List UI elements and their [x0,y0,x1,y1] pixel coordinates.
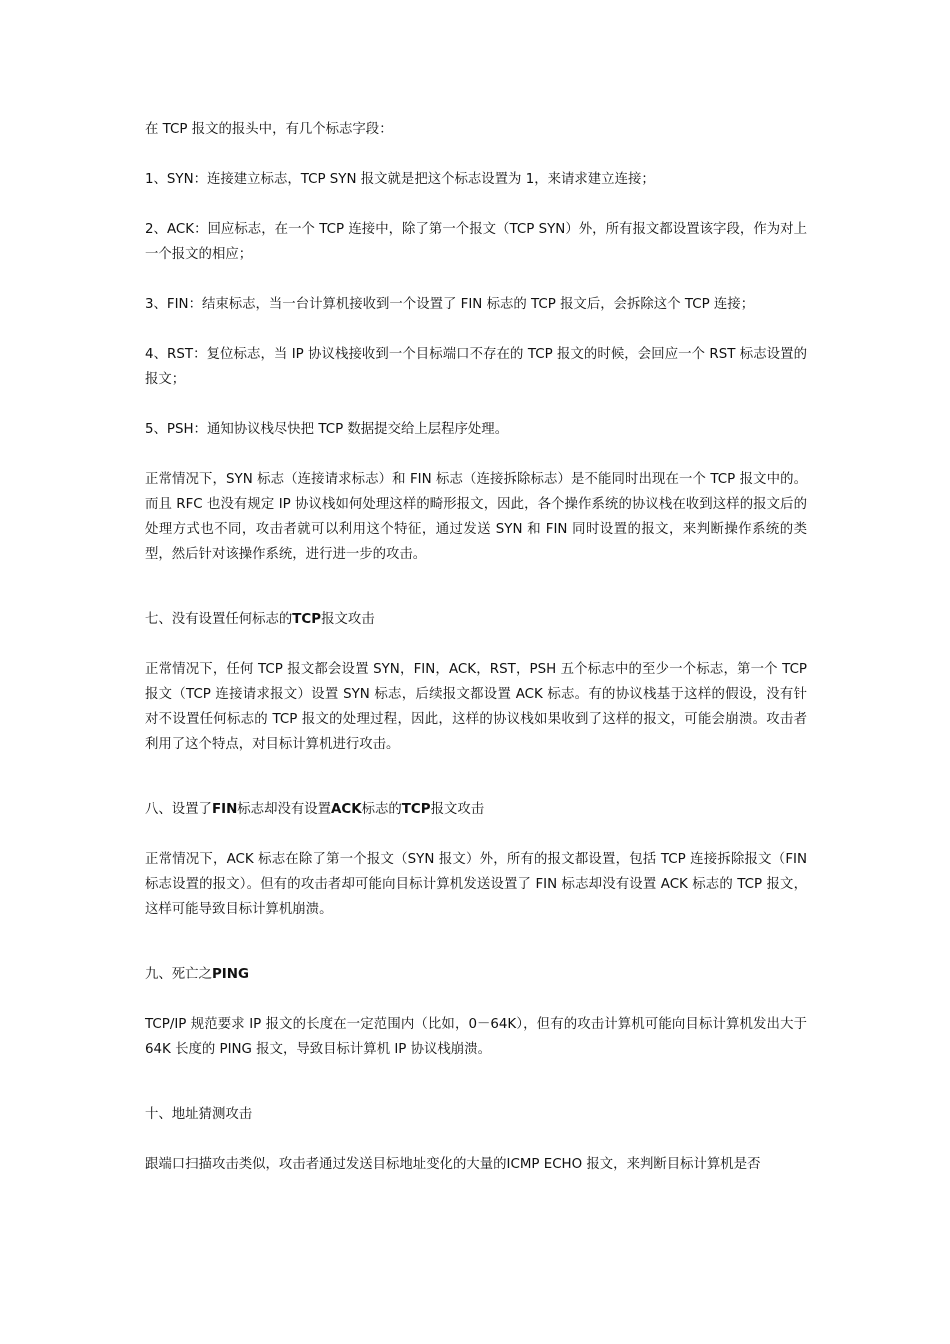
section9-body: TCP/IP 规范要求 IP 报文的长度在一定范围内（比如，0－64K），但有的攻击计算机可能向目标计算机发出大于 64K 长度的 PING 报文，导致目标计算机 IP 协议栈崩溃。 [145,1017,807,1057]
section7-heading: 七、没有设置任何标志的TCP报文攻击 [145,612,375,627]
section10-heading: 十、地址猜测攻击 [145,1107,253,1122]
intro-paragraph: 在 TCP 报文的报头中，有几个标志字段： [145,122,393,137]
section7-body: 正常情况下，任何 TCP 报文都会设置 SYN，FIN，ACK，RST，PSH 五个标志中的至少一个标志，第一个 TCP 报文（TCP 连接请求报文）设置 SYN 标志，后续报文都设置 ACK 标志。有的协议栈基于这样的假设，没有针对不设置任何标志的 TCP 报文的处理过程，因此，这样的协议栈如果收到了这样的报文，可能会崩溃。攻击者利用了这个特点，对目标计算机进行攻击。 [145,662,807,752]
section9-heading: 九、死亡之PING [145,967,249,982]
flag-rst: 4、RST：复位标志，当 IP 协议栈接收到一个目标端口不存在的 TCP 报文的时候，会回应一个 RST 标志设置的报文； [145,347,807,387]
section8-heading: 八、设置了FIN标志却没有设置ACK标志的TCP报文攻击 [145,802,485,817]
flag-ack: 2、ACK：回应标志，在一个 TCP 连接中，除了第一个报文（TCP SYN）外，所有报文都设置该字段，作为对上一个报文的相应； [145,222,807,262]
flag-psh: 5、PSH：通知协议栈尽快把 TCP 数据提交给上层程序处理。 [145,422,509,437]
section8-body: 正常情况下，ACK 标志在除了第一个报文（SYN 报文）外，所有的报文都设置，包括 TCP 连接拆除报文（FIN 标志设置的报文）。但有的攻击者却可能向目标计算机发送设置了 FIN 标志却没有设置 ACK 标志的 TCP 报文，这样可能导致目标计算机崩溃。 [145,852,807,917]
section10-body: 跟端口扫描攻击类似，攻击者通过发送目标地址变化的大量的ICMP ECHO 报文，来判断目标计算机是否 [145,1157,761,1172]
document-page [145,117,807,1177]
flag-fin: 3、FIN：结束标志，当一台计算机接收到一个设置了 FIN 标志的 TCP 报文后，会拆除这个 TCP 连接； [145,297,755,312]
flags-summary-paragraph: 正常情况下，SYN 标志（连接请求标志）和 FIN 标志（连接拆除标志）是不能同时出现在一个 TCP 报文中的。而且 RFC 也没有规定 IP 协议栈如何处理这样的畸形报文，因此，各个操作系统的协议栈在收到这样的报文后的处理方式也不同，攻击者就可以利用这个特征，通过发送 SYN 和 FIN 同时设置的报文，来判断操作系统的类型，然后针对该操作系统，进行进一步的攻击。 [145,472,807,562]
flag-syn: 1、SYN：连接建立标志，TCP SYN 报文就是把这个标志设置为 1，来请求建立连接； [145,172,655,187]
